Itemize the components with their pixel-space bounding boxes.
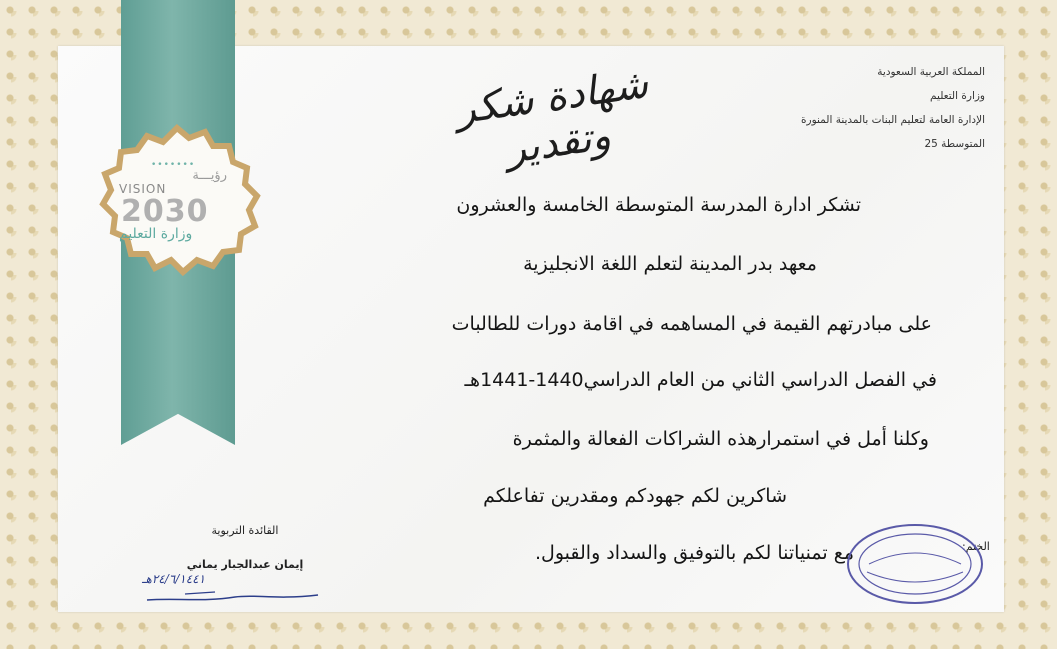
vision-year: 2030 (121, 194, 209, 229)
leader-name: إيمان عبدالجبار يماني (186, 558, 304, 571)
body-line-7: مع تمنياتنا لكم بالتوفيق والسداد والقبول. (535, 542, 854, 564)
body-line-5: وكلنا أمل في استمرارهذه الشراكات الفعالة والمثمرة (512, 428, 929, 450)
body-line-4: في الفصل الدراسي الثاني من العام الدراسي1440-1441هـ (464, 369, 937, 391)
vision-dots-icon: ••••••• (151, 160, 196, 170)
vision-arabic: رؤيـــة (192, 168, 227, 183)
body-line-1: تشكر ادارة المدرسة المتوسطة الخامسة والعشرون (456, 194, 861, 216)
header-directorate: الإدارة العامة لتعليم البنات بالمدينة المنورة (801, 114, 985, 126)
body-line-3: على مبادرتهم القيمة في المساهمه في اقامة دورات للطالبات (451, 313, 932, 335)
header-school: المتوسطة 25 (924, 138, 985, 150)
leader-title: القائدة التربوية (211, 524, 279, 537)
vision-english: VISION (119, 182, 167, 196)
signature-icon (145, 588, 320, 606)
body-line-2: معهد بدر المدينة لتعلم اللغة الانجليزية (523, 253, 817, 275)
body-line-6: شاكرين لكم جهودكم ومقدرين تفاعلكم (483, 485, 787, 507)
header-ministry: وزارة التعليم (930, 90, 985, 102)
stamp-label: الختم: (962, 540, 990, 553)
school-stamp-icon (845, 522, 985, 606)
ministry-logo-text: وزارة التعليم (119, 226, 193, 242)
header-country: المملكة العربية السعودية (877, 66, 985, 78)
certificate-title: شهادة شكر وتقدير (453, 60, 651, 173)
header-block (725, 60, 985, 156)
vision-2030-seal (89, 122, 265, 278)
handwritten-date: ٢٤/٦/١٤٤١هـ (142, 572, 206, 586)
